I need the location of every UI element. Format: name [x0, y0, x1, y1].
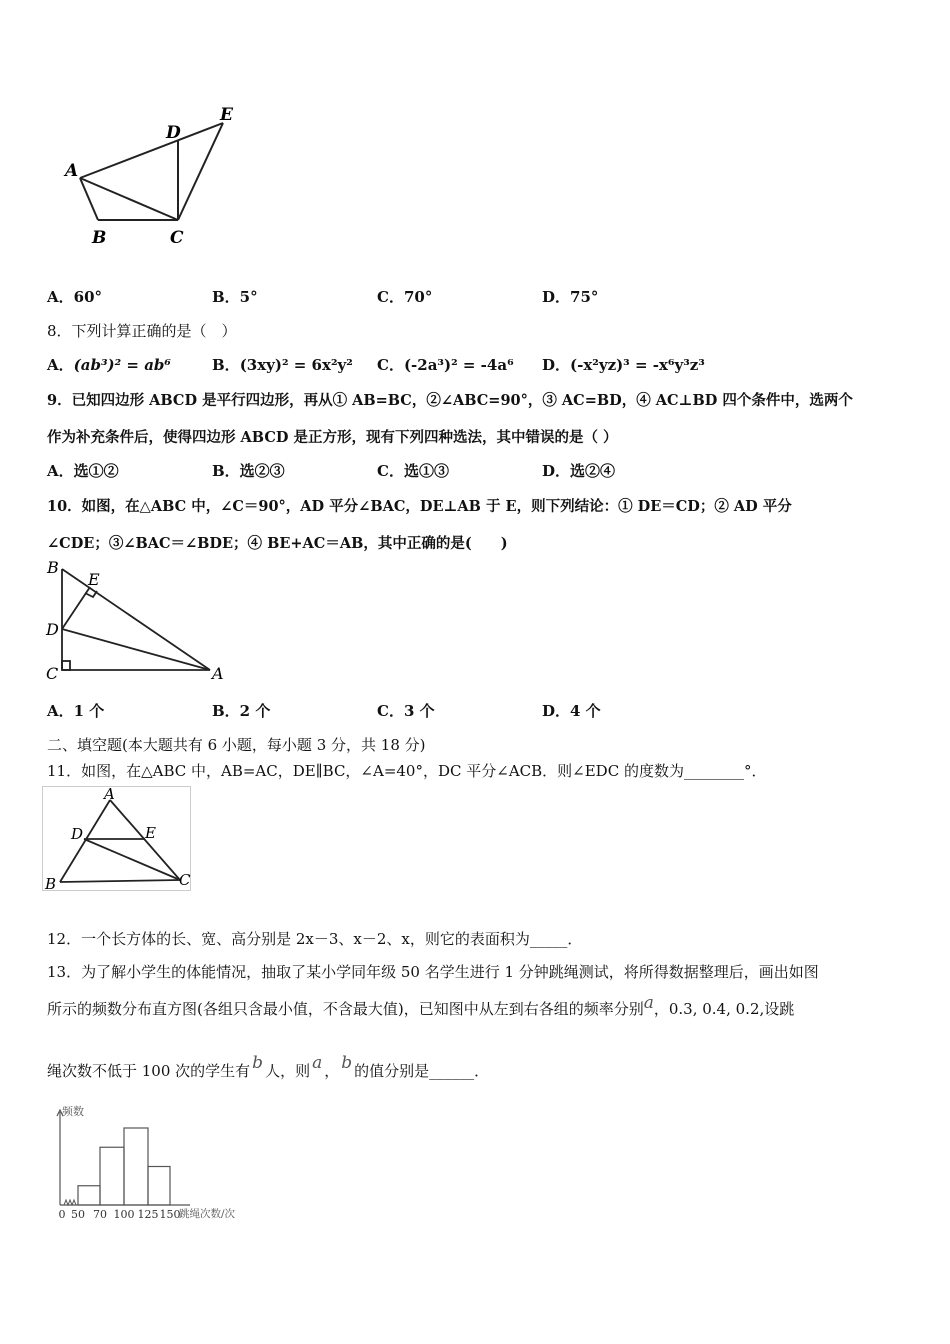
axis-break-icon	[64, 1200, 76, 1205]
label-D: D	[166, 123, 181, 143]
var-b: b	[252, 1053, 264, 1073]
q11-figure	[42, 786, 192, 892]
x-tick-label: 100	[113, 1208, 135, 1221]
x-tick-label: 125	[137, 1208, 159, 1221]
histogram-bar	[148, 1167, 170, 1206]
q8-option-b: B．(3xy)² = 6x²y²	[212, 356, 353, 374]
q7-figure	[55, 100, 255, 250]
q10-option-d: D．4 个	[542, 702, 601, 720]
q10-figure	[42, 557, 232, 685]
q11-text: 11．如图，在△ABC 中，AB=AC，DE∥BC，∠A=40°，DC 平分∠ACB．则∠EDC 的度数为________°．	[47, 762, 767, 780]
label-D: D	[46, 620, 59, 639]
label-E: E	[145, 824, 156, 842]
q8-option-a: A．(ab³)² = ab⁶	[47, 356, 171, 374]
q13-line3: 绳次数不低于 100 次的学生有 b 人，则 a ， b 的值分别是______．	[47, 1053, 490, 1080]
histogram-bar	[100, 1147, 124, 1205]
q7-option-d: D．75°	[542, 288, 599, 306]
var-a: a	[643, 993, 654, 1013]
q7-option-a: A．60°	[47, 288, 103, 306]
q9-line2: 作为补充条件后，使得四边形 ABCD 是正方形，现有下列四种选法，其中错误的是（ ）	[47, 429, 618, 446]
histogram-bar	[124, 1128, 148, 1205]
q12-text: 12．一个长方体的长、宽、高分别是 2x－3、x－2、x，则它的表面积为_____．	[47, 930, 583, 948]
label-C: C	[170, 228, 184, 248]
q8-stem: 8．下列计算正确的是（ ）	[47, 322, 237, 340]
label-B: B	[47, 558, 59, 577]
q8-option-c: C．(-2a³)² = -4a⁶	[377, 356, 514, 374]
var-a-2: a	[312, 1053, 323, 1073]
label-B: B	[92, 228, 107, 248]
label-E: E	[220, 105, 233, 125]
q13-histogram	[50, 1100, 260, 1225]
x-tick-label: 150	[159, 1208, 181, 1221]
label-B: B	[45, 875, 57, 892]
q9-option-d: D．选②④	[542, 462, 616, 480]
histogram-bar	[78, 1186, 100, 1205]
q7-option-b: B．5°	[212, 288, 258, 306]
label-C: C	[179, 871, 191, 889]
q10-option-b: B．2 个	[212, 702, 271, 720]
label-C: C	[46, 664, 59, 683]
q13-line1: 13．为了解小学生的体能情况，抽取了某小学同年级 50 名学生进行 1 分钟跳绳测试，将所得数据整理后，画出如图	[47, 963, 819, 981]
x-tick-label: 70	[93, 1208, 107, 1221]
y-axis-label: 频数	[62, 1105, 84, 1118]
q9-option-b: B．选②③	[212, 462, 285, 480]
q9-option-c: C．选①③	[377, 462, 449, 480]
x-axis-label: 跳绳次数/次	[179, 1208, 236, 1220]
x-tick-label: 50	[71, 1208, 85, 1221]
q10-line2: ∠CDE；③∠BAC＝∠BDE；④ BE+AC＝AB，其中正确的是( )	[47, 535, 508, 552]
q10-option-a: A．1 个	[47, 702, 105, 720]
q9-option-a: A．选①②	[47, 462, 119, 480]
q10-option-c: C．3 个	[377, 702, 435, 720]
q7-option-c: C．70°	[377, 288, 433, 306]
label-D: D	[71, 825, 84, 843]
x-tick-label: 0	[58, 1208, 66, 1221]
label-E: E	[88, 570, 100, 589]
label-A: A	[104, 786, 115, 803]
label-A: A	[212, 664, 224, 683]
q13-line2: 所示的频数分布直方图(各组只含最小值，不含最大值)，已知图中从左到右各组的频率分别a，0.3, 0.4, 0.2,设跳	[47, 993, 795, 1018]
label-A: A	[65, 161, 79, 181]
var-b-2: b	[341, 1053, 353, 1073]
q10-line1: 10．如图，在△ABC 中，∠C＝90°，AD 平分∠BAC，DE⊥AB 于 E，则下列结论：① DE＝CD；② AD 平分	[47, 498, 792, 515]
section-2-heading: 二、填空题(本大题共有 6 小题，每小题 3 分，共 18 分)	[47, 736, 426, 754]
q9-line1: 9．已知四边形 ABCD 是平行四边形，再从① AB=BC，②∠ABC=90°，③ AC=BD，④ AC⊥BD 四个条件中，选两个	[47, 392, 853, 409]
q8-option-d: D．(-x²yz)³ = -x⁶y³z³	[542, 356, 705, 374]
